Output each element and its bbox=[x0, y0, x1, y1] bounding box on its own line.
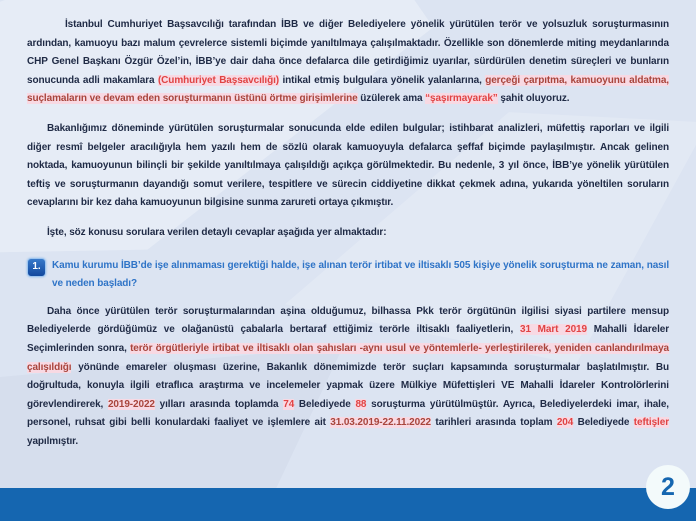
text-run: Mahalli İdareler Seçimlerinden sonra, bbox=[27, 324, 669, 354]
page-number-badge bbox=[646, 465, 690, 509]
highlighted-red-run: teftişler bbox=[633, 417, 669, 429]
text-run: intikal etmiş bulgulara yönelik yalanlarına, bbox=[279, 74, 486, 86]
paragraph-3-intro bbox=[27, 224, 669, 243]
highlighted-darkred-run: 31.03.2019-22.11.2022 bbox=[330, 417, 432, 429]
highlighted-red-run: 88 bbox=[355, 398, 367, 410]
text-run: yapılmıştır. bbox=[27, 435, 79, 447]
text-run: Belediyede bbox=[573, 417, 634, 429]
paragraph-1 bbox=[27, 16, 669, 109]
question-1 bbox=[27, 257, 669, 294]
highlighted-red-run: 31 Mart 2019 bbox=[519, 324, 587, 336]
text-run: soruşturma yürütülmüştür. Ayrıca, Belediyelerdeki imar, ihale, personel, ruhsat gibi belli konulardaki faaliyet ve işlemlere ait bbox=[27, 398, 669, 429]
highlighted-darkred-run: terör örgütleriyle irtibat ve iltisaklı olan şahısları -aynı usul ve yöntemlerle- yerleştirilerek, yeniden canlandırılmaya çalışıldığı bbox=[27, 342, 669, 373]
text-run: tarihleri arasında toplam bbox=[431, 417, 557, 429]
highlighted-red-run: 204 bbox=[556, 417, 574, 429]
page-number: 2 bbox=[661, 473, 675, 501]
highlighted-darkred-run: gerçeği çarpıtma, kamuoyunu aldatma, suçlamaların ve devam eden soruşturmanın üstünü örtme girişimlerine bbox=[27, 74, 669, 105]
text-run: yılları arasında toplamda bbox=[154, 398, 284, 410]
text-run: Belediyede bbox=[294, 398, 356, 410]
highlighted-darkred-run: 2019-2022 bbox=[107, 398, 155, 410]
document-content bbox=[27, 16, 669, 462]
highlighted-red-run: 74 bbox=[283, 398, 295, 410]
paragraph-2 bbox=[27, 120, 669, 213]
text-run: şahit oluyoruz. bbox=[497, 93, 570, 105]
highlighted-red-run: “şaşırmayarak” bbox=[425, 93, 498, 105]
text-run: İstanbul Cumhuriyet Başsavcılığı tarafından İBB ve diğer Belediyelere yönelik yürütülen terör ve yolsuzluk soruşturmasının ardından, kamuoyu bazı malum çevrelerce sistemli biçimde yanıltılmaya çalışılmaktadır. Özellikle son dönemlerde miting meydanlarında CHP Genel Başkanı Özgür Özel’in, İBB’ye dair daha önce defalarca dile getirdiğimiz uyarılar, sürdürülen denetim süreçleri ve bunların sonucunda adli makamlara bbox=[27, 19, 669, 86]
text-run: Bakanlığımız döneminde yürütülen soruşturmalar sonucunda elde edilen bulgular; istihbarat analizleri, müfettiş raporları ve ilgili diğer resmî belgeler aracılığıyla hem yazılı hem de sözlü olarak kamuoyuyla defalarca şeffaf biçimde paylaşılmıştır. Ancak gelinen noktada, kamuoyunun bilinçli bir şekilde yanıltılmaya çalışıldığı açıkça görülmektedir. Bu nedenle, 3 yıl önce, İBB’ye yönelik yürütülen teftiş ve soruşturmanın dayandığı somut verilere, tespitlere ve sürecin ciddiyetine dikkat çekmek adına, yukarıda yöneltilen soruların cevaplarını bir kez daha kamuoyunun bilgisine sunma zarureti ortaya çıkmıştır. bbox=[27, 122, 669, 209]
text-run: İşte, söz konusu sorulara verilen detaylı cevaplar aşağıda yer almaktadır: bbox=[47, 226, 387, 238]
text-run: Daha önce yürütülen terör soruşturmalarından aşina olduğumuz, bilhassa Pkk terör örgütünün ilgilisi siyasi partilere mensup Belediyelerde gördüğümüz ve olağanüstü çabalarla bertaraf ettiğimiz terörle iltisaklı faaliyetlerin, bbox=[27, 305, 669, 336]
answer-1 bbox=[27, 303, 669, 452]
footer-bar bbox=[0, 488, 696, 521]
text-run: yönünde emareler oluşması üzerine, Bakanlık dönemimizde terör suçları kapsamında soruşturmalar başlatılmıştır. Bu doğrultuda, konuyla ilgili etraflıca araştırma ve incelemeler yapmak üzere Mülkiye Müfettişleri VE Mahalli İdareler Kontrolörlerini görevlendirerek, bbox=[27, 361, 669, 410]
question-text: Kamu kurumu İBB’de işe alınmaması gerektiği halde, işe alınan terör irtibat ve iltisaklı 505 kişiye yönelik soruşturma ne zaman, nasıl ve neden başladı? bbox=[52, 259, 669, 290]
question-number-badge: 1. bbox=[27, 258, 46, 277]
highlighted-red-run: (Cumhuriyet Başsavcılığı) bbox=[157, 74, 280, 86]
text-run: üzülerek ama bbox=[357, 93, 426, 105]
